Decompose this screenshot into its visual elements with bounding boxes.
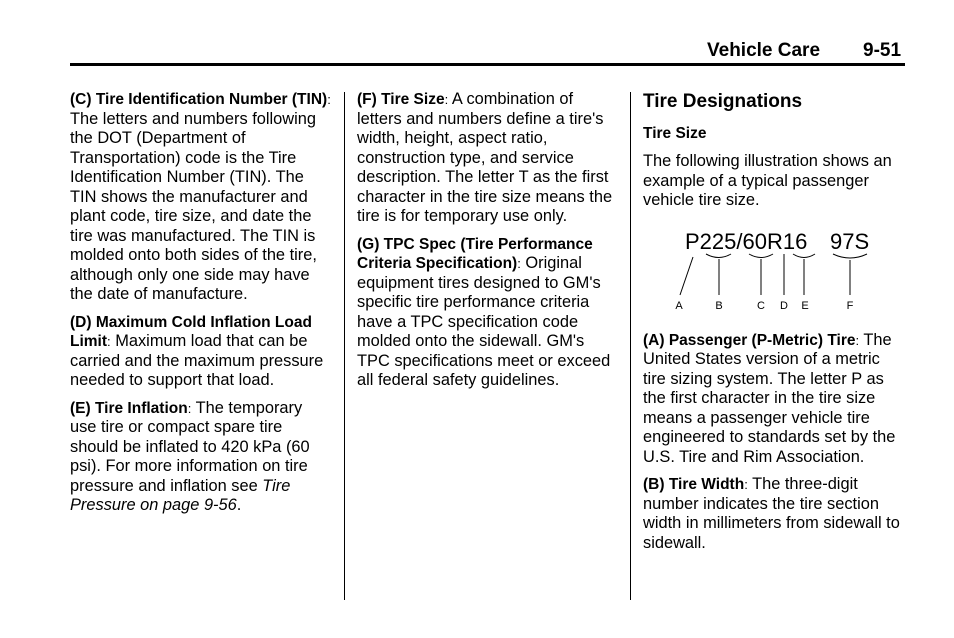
- label-b: B: [715, 299, 723, 312]
- column-2: [357, 90, 619, 399]
- callout-brackets: [680, 254, 867, 295]
- entry-tire-size: [357, 90, 619, 227]
- callout-bracket-b: [706, 254, 731, 295]
- term-tire-size: (F) Tire Size: [357, 91, 445, 108]
- column-divider-2: [630, 92, 631, 600]
- entry-tpc-spec: [357, 235, 619, 391]
- page-header: [0, 38, 954, 68]
- term-tire-width: (B) Tire Width: [643, 476, 745, 493]
- label-d: D: [780, 299, 788, 312]
- section-heading: Tire Designations: [643, 91, 803, 112]
- term-colon: :: [744, 477, 748, 492]
- term-passenger-tire: (A) Passenger (P-Metric) Tire: [643, 331, 856, 349]
- section-title: Vehicle Care: [707, 40, 821, 61]
- term-colon: :: [327, 92, 331, 107]
- entry-tire-inflation: [70, 399, 332, 516]
- term-tin: (C) Tire Identification Number (TIN): [70, 91, 328, 108]
- tire-size-code: P225/60R16: [685, 228, 808, 254]
- desc-tin: The letters and numbers following the DOT (Department of Transportation) code is the Tire Identification Number (TIN). The TIN shows the manufacturer and plant code, tire size, and date the tire was manufactured. The TIN is molded onto both sides of the tire, although only one side may have the date of manufacture.: [70, 109, 317, 303]
- desc-max-cold-inflation: Maximum load that can be carried and the maximum pressure needed to support that load.: [70, 332, 324, 389]
- desc-passenger-tire: The United States version of a metric tire sizing system. The letter P as the first character in the tire size means a passenger vehicle tire engineered to standards set by the U.S. Tire and Rim Association.: [643, 330, 896, 466]
- term-max-cold-inflation: (D) Maximum Cold Inflation Load Limit: [70, 313, 312, 350]
- cross-reference-link[interactable]: Tire Pressure on page 9-56: [70, 476, 291, 514]
- page-number: 9-51: [863, 40, 902, 61]
- intro-paragraph: The following illustration shows an example of a typical passenger vehicle tire size.: [643, 152, 892, 209]
- column-3: [643, 90, 905, 561]
- label-c: C: [757, 299, 765, 312]
- callout-bracket-e: [793, 254, 815, 295]
- tire-size-illustration: [643, 219, 905, 321]
- desc-tire-inflation: The temporary use tire or compact spare tire should be inflated to 420 kPa (60 psi). For more information on tire pressure and inflation see: [70, 398, 310, 495]
- term-colon: :: [855, 332, 860, 348]
- desc-tire-size: A combination of letters and numbers define a tire's width, height, aspect ratio, construction type, and service description. The letter T as the first character in the tire size means the tire is for temporary use only.: [357, 90, 613, 225]
- callout-labels: [675, 300, 853, 312]
- callout-bracket-c: [749, 254, 773, 295]
- term-colon: :: [107, 334, 111, 349]
- term-colon: :: [187, 400, 192, 416]
- label-e: E: [801, 299, 809, 312]
- label-a: A: [675, 299, 683, 312]
- header-rule: [70, 63, 905, 66]
- callout-bracket-f: [833, 254, 867, 295]
- service-description-code: 97S: [830, 228, 870, 254]
- callout-line-a: [680, 257, 693, 295]
- term-colon: :: [517, 256, 521, 271]
- entry-tire-width: [643, 475, 905, 553]
- term-tire-inflation: (E) Tire Inflation: [70, 399, 188, 417]
- desc-tpc-spec: Original equipment tires designed to GM's specific tire performance criteria have a TPC specification code molded onto the sidewall. GM's TPC specifications meet or exceed all federal safety guidelines.: [357, 254, 611, 389]
- desc-tire-width: The three-digit number indicates the tire section width in millimeters from sidewall to sidewall.: [643, 475, 900, 552]
- term-tpc-spec: (G) TPC Spec (Tire Performance Criteria Specification): [357, 235, 593, 272]
- tire-size-diagram: [643, 219, 905, 321]
- label-f: F: [846, 299, 854, 312]
- term-colon: :: [444, 92, 449, 107]
- column-1: [70, 90, 332, 524]
- entry-passenger-tire: [643, 331, 905, 468]
- entry-max-cold-inflation: [70, 313, 332, 391]
- entry-tin: [70, 90, 332, 305]
- column-divider-1: [344, 92, 345, 600]
- sentence-end: .: [236, 496, 242, 514]
- subsection-heading: Tire Size: [643, 125, 707, 142]
